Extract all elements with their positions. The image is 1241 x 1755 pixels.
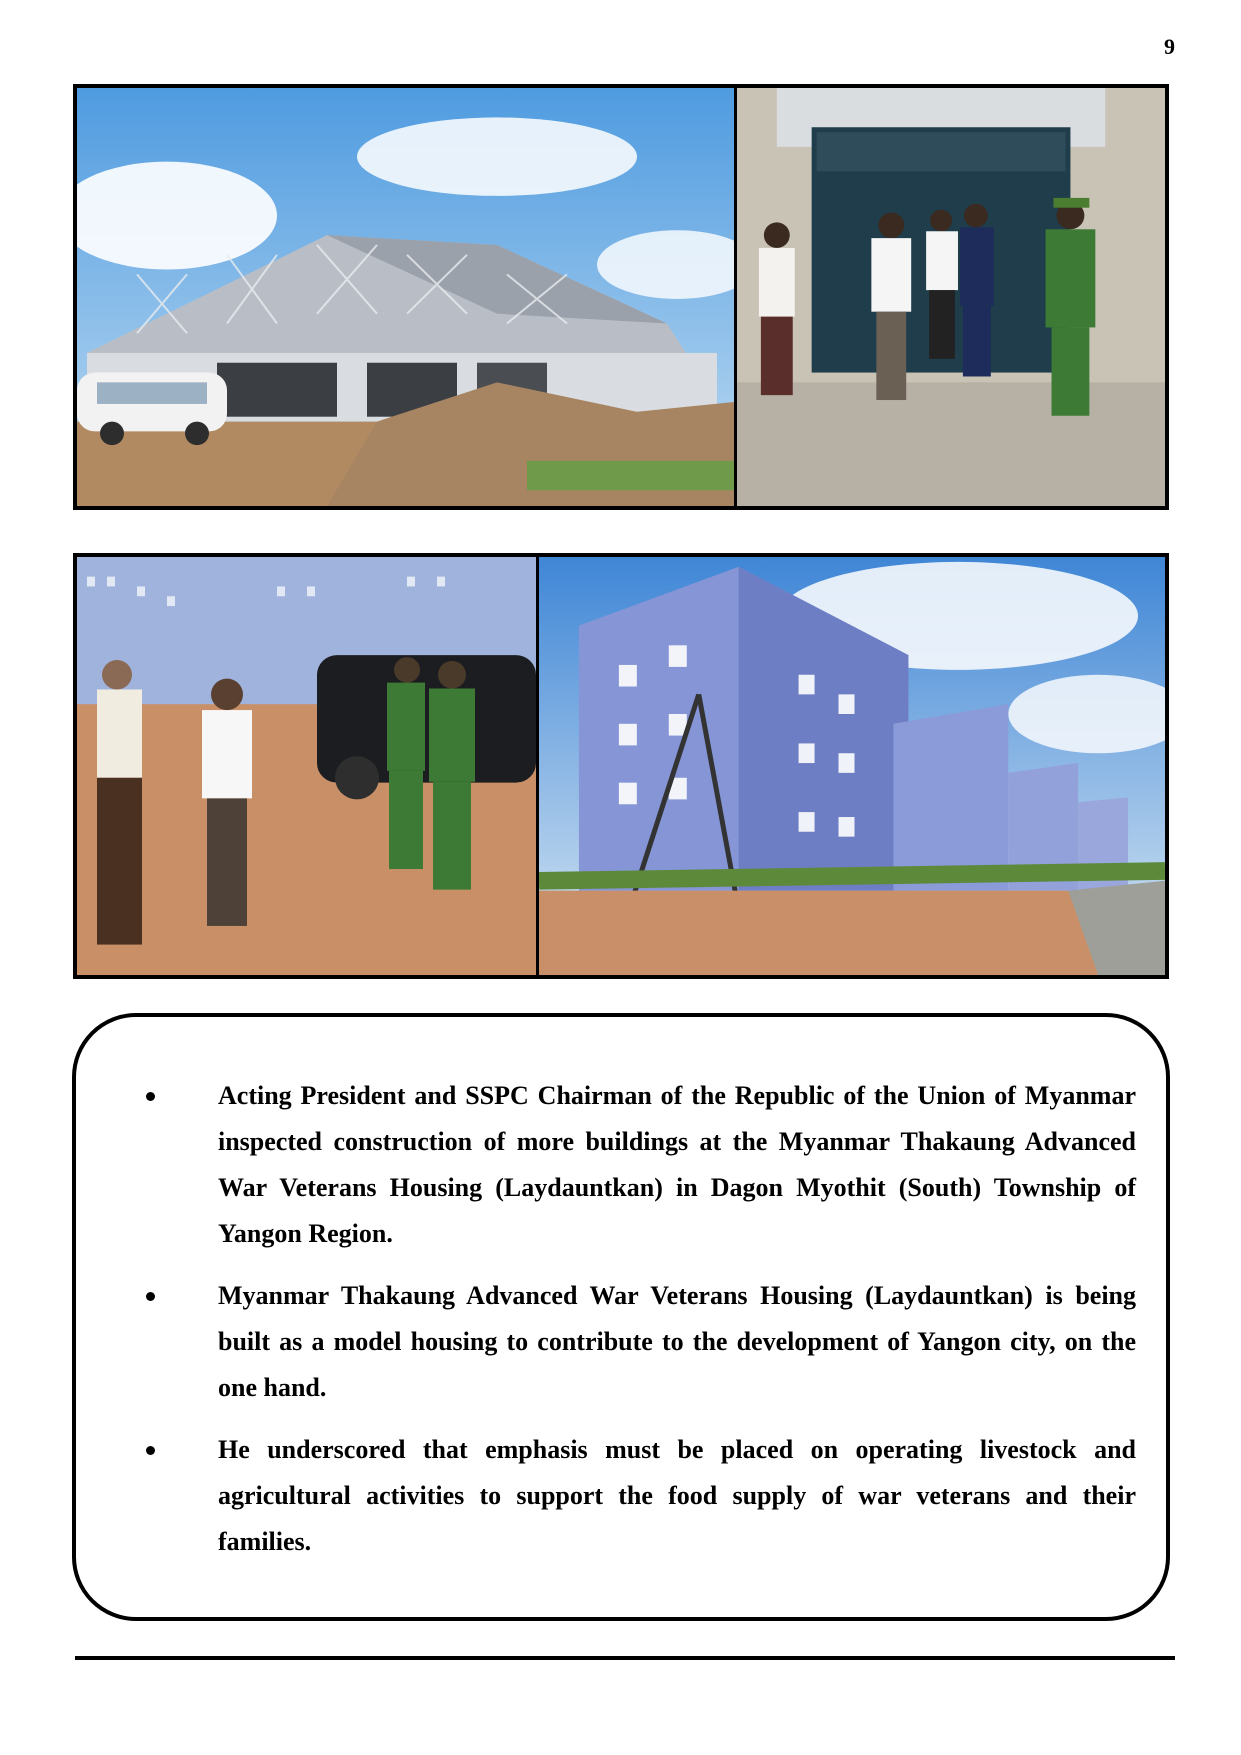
summary-box [72, 1013, 1170, 1621]
bullet-text: He underscored that emphasis must be placed on operating livestock and agricultural activities to support the food supply of war veterans and their families. [218, 1435, 1136, 1556]
bullet-dot-icon [146, 1092, 155, 1101]
bullet-dot-icon [146, 1446, 155, 1455]
bottom-photo-row [73, 553, 1169, 979]
bullet-dot-icon [146, 1292, 155, 1301]
photo-officials-entrance [737, 88, 1165, 506]
photo-apartment-blocks [539, 557, 1165, 975]
bullet-text: Acting President and SSPC Chairman of the Republic of the Union of Myanmar inspected construction of more buildings at the Myanmar Thakaung Advanced War Veterans Housing (Laydauntkan) in Dagon Myothit (South) Township of Yangon Region. [218, 1081, 1136, 1248]
page-number: 9 [1164, 34, 1175, 59]
bullet-text: Myanmar Thakaung Advanced War Veterans Housing (Laydauntkan) is being built as a model housing to contribute to the development of Yangon city, on the one hand. [218, 1281, 1136, 1402]
top-photo-row [73, 84, 1169, 510]
photo-construction-site [77, 88, 734, 506]
summary-bullet [110, 1073, 1136, 1257]
summary-bullet-list [110, 1073, 1136, 1581]
photo-officials-walking [77, 557, 536, 975]
bottom-divider [75, 1656, 1175, 1660]
summary-bullet [110, 1427, 1136, 1565]
summary-bullet [110, 1273, 1136, 1411]
